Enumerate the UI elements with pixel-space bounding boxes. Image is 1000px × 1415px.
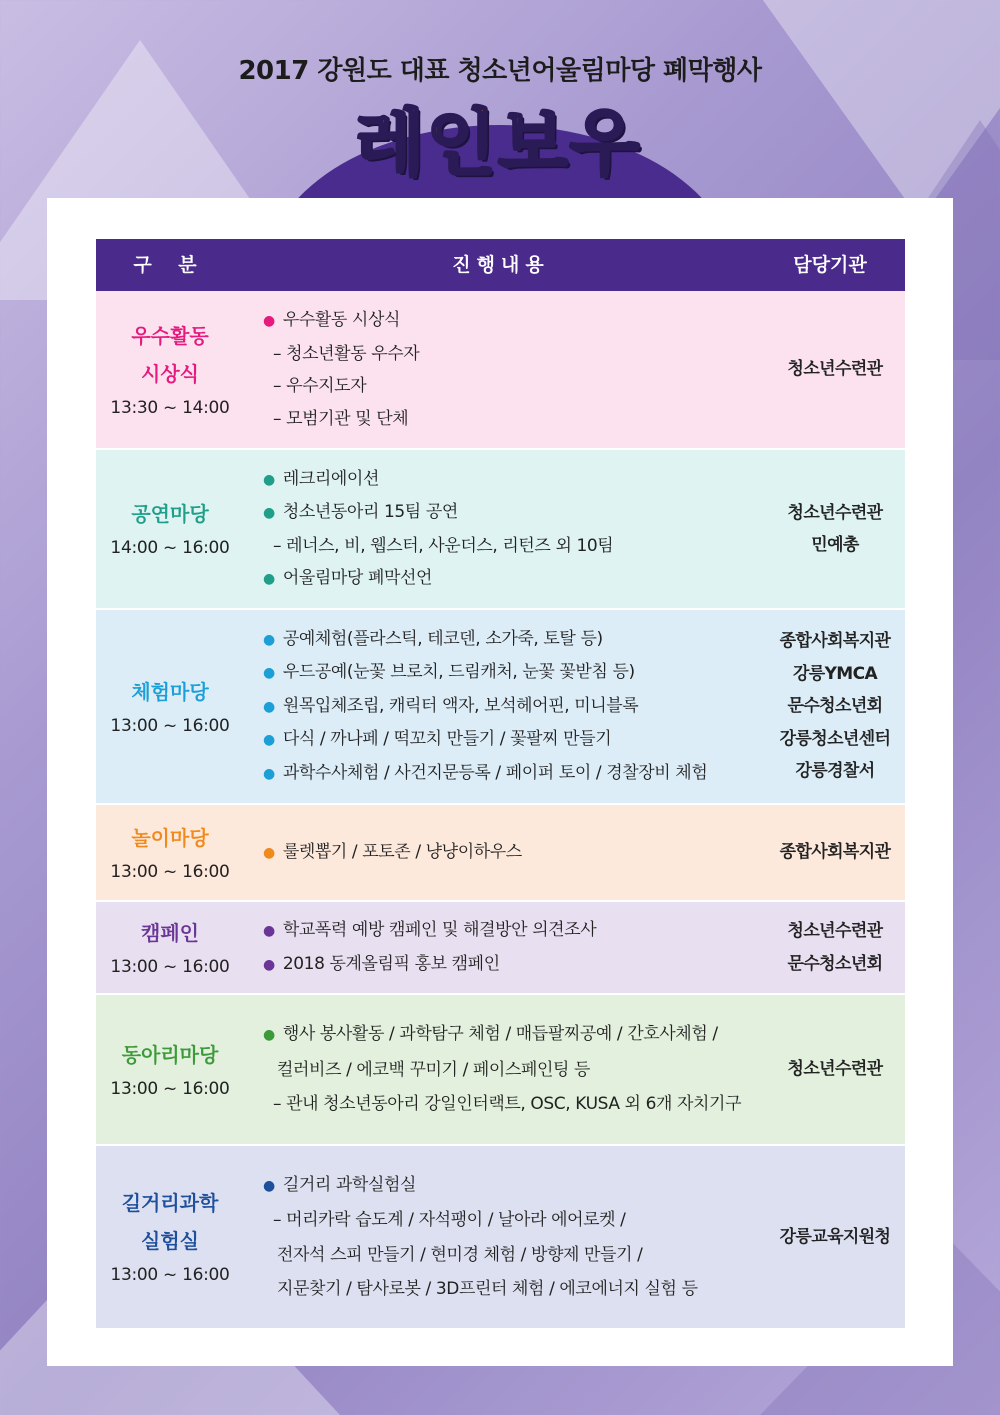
row-content — [263, 995, 763, 1144]
row-category — [96, 902, 244, 993]
category-time: 13:00 ~ 16:00 — [110, 861, 230, 882]
row-content — [263, 450, 763, 608]
item-text: – 청소년활동 우수자 — [273, 343, 420, 364]
sub-item — [263, 1272, 763, 1307]
item-text: – 우수지도자 — [273, 376, 367, 396]
table-row — [96, 805, 905, 902]
item-text: 지문찾기 / 탐사로봇 / 3D프린터 체험 / 에코에너지 실험 등 — [277, 1279, 698, 1299]
category-name: 시상식 — [141, 361, 199, 386]
header-category: 구 분 — [133, 254, 207, 276]
bullet-item — [263, 496, 763, 530]
organization-name: 청소년수련관 — [787, 359, 883, 380]
rainbow-logo — [355, 98, 641, 188]
row-category — [96, 995, 244, 1144]
logo-letter: 우 — [569, 101, 642, 185]
organization-name: 강릉경찰서 — [795, 761, 875, 782]
bullet-item — [263, 836, 763, 870]
sub-item — [263, 403, 763, 436]
item-text: 레크리에이션 — [282, 468, 379, 489]
bullet-icon: ● — [263, 956, 275, 973]
organization-name: 문수청소년회 — [787, 696, 883, 717]
item-text: 청소년동아리 15팀 공연 — [282, 502, 458, 522]
organization-name: 청소년수련관 — [787, 1059, 883, 1080]
row-content — [263, 902, 763, 993]
category-name: 길거리과학 — [121, 1191, 219, 1215]
organization-name: 종합사회복지관 — [779, 842, 891, 863]
schedule-table — [96, 239, 905, 1330]
item-text: – 모범기관 및 단체 — [273, 408, 409, 429]
item-text: 어울림마당 폐막선언 — [282, 568, 433, 588]
row-category — [96, 1146, 244, 1328]
bullet-icon: ● — [263, 665, 275, 682]
row-content — [263, 805, 763, 900]
bullet-icon: ● — [263, 732, 275, 749]
table-row — [96, 450, 905, 610]
category-time: 13:00 ~ 16:00 — [110, 1265, 230, 1285]
sub-item — [263, 1087, 763, 1122]
row-organization — [761, 291, 909, 448]
bullet-icon: ● — [263, 471, 275, 488]
table-row — [96, 995, 905, 1146]
bullet-item — [263, 757, 763, 791]
category-time: 13:00 ~ 16:00 — [110, 1078, 230, 1099]
bullet-item — [263, 623, 763, 657]
row-organization — [761, 902, 909, 993]
bullet-item — [263, 1168, 763, 1204]
bullet-icon: ● — [263, 505, 275, 521]
table-row — [96, 291, 905, 450]
category-time: 14:00 ~ 16:00 — [110, 538, 230, 558]
item-text: 우수활동 시상식 — [282, 310, 400, 330]
header-content: 진행내용 — [452, 254, 550, 276]
row-category — [96, 805, 244, 900]
sub-item — [263, 1238, 763, 1273]
sub-item — [263, 1053, 763, 1088]
item-text: 학교폭력 예방 캠페인 및 해결방안 의견조사 — [282, 920, 597, 940]
table-body — [96, 291, 905, 1330]
sub-item — [263, 370, 763, 403]
category-name: 공연마당 — [131, 502, 209, 526]
item-text: 공예체험(플라스틱, 테코덴, 소가죽, 토탈 등) — [282, 628, 603, 649]
logo-letter: 인 — [426, 101, 499, 185]
item-text: 전자석 스피 만들기 / 현미경 체험 / 방향제 만들기 / — [277, 1244, 643, 1265]
category-name: 동아리마당 — [121, 1042, 219, 1067]
item-text: 룰렛뽑기 / 포토존 / 냥냥이하우스 — [282, 841, 522, 862]
bullet-item — [263, 723, 763, 757]
row-organization — [761, 610, 909, 803]
item-text: – 머리카락 습도계 / 자석팽이 / 날아라 에어로켓 / — [273, 1210, 626, 1230]
row-content — [263, 291, 763, 448]
row-category — [96, 610, 244, 803]
bullet-icon: ● — [263, 313, 275, 329]
row-content — [263, 1146, 763, 1328]
row-organization — [761, 1146, 909, 1328]
category-name: 체험마당 — [131, 679, 209, 704]
item-text: 컬러비즈 / 에코백 꾸미기 / 페이스페인팅 등 — [277, 1059, 591, 1080]
category-name: 우수활동 — [131, 323, 209, 348]
sub-item — [263, 1203, 763, 1238]
table-header — [96, 239, 905, 291]
table-row — [96, 902, 905, 995]
organization-name: 민예총 — [811, 535, 859, 555]
bullet-item — [263, 463, 763, 497]
bullet-item — [263, 1017, 763, 1053]
item-text: 2018 동계올림픽 홍보 캠페인 — [282, 953, 500, 974]
organization-name: 청소년수련관 — [787, 502, 883, 523]
organization-name: 청소년수련관 — [787, 921, 883, 941]
item-text: 다식 / 까나페 / 떡꼬치 만들기 / 꽃팔찌 만들기 — [282, 729, 612, 750]
row-organization — [761, 995, 909, 1144]
row-category — [96, 291, 244, 448]
item-text: 행사 봉사활동 / 과학탐구 체험 / 매듭팔찌공예 / 간호사체험 / — [282, 1024, 718, 1045]
bullet-item — [263, 562, 763, 596]
sub-item — [263, 338, 763, 371]
category-time: 13:00 ~ 16:00 — [110, 715, 230, 736]
item-text: 길거리 과학실험실 — [282, 1174, 417, 1195]
logo-letter: 레 — [355, 101, 427, 185]
organization-name: 강릉청소년센터 — [779, 728, 891, 749]
logo-letter: 보 — [498, 101, 570, 185]
category-name: 캠페인 — [141, 920, 199, 945]
page-title: 2017 강원도 대표 청소년어울림마당 폐막행사 — [238, 56, 762, 86]
header-organization: 담당기관 — [793, 254, 867, 276]
table-row — [96, 610, 905, 805]
row-organization — [761, 450, 909, 608]
item-text: 과학수사체험 / 사건지문등록 / 페이퍼 토이 / 경찰장비 체험 — [282, 762, 708, 783]
sub-item — [263, 530, 763, 563]
organization-name: 강릉교육지원청 — [779, 1226, 891, 1247]
row-organization — [761, 805, 909, 900]
item-text: 원목입체조립, 캐릭터 액자, 보석헤어핀, 미니블록 — [282, 695, 639, 716]
row-category — [96, 450, 244, 608]
bullet-icon: ● — [263, 844, 275, 861]
category-name: 놀이마당 — [131, 825, 209, 850]
bullet-item — [263, 690, 763, 724]
item-text: – 관내 청소년동아리 강일인터랙트, OSC, KUSA 외 6개 자치기구 — [273, 1094, 742, 1115]
bullet-icon: ● — [263, 631, 275, 648]
table-row — [96, 1146, 905, 1330]
organization-name: 문수청소년회 — [787, 953, 883, 974]
bullet-item — [263, 656, 763, 690]
bullet-icon: ● — [263, 571, 275, 587]
category-name: 실험실 — [141, 1229, 199, 1253]
organization-name: 종합사회복지관 — [779, 631, 891, 652]
bullet-icon: ● — [263, 1177, 275, 1194]
item-text: 우드공예(눈꽃 브로치, 드림캐처, 눈꽃 꽃받침 등) — [282, 662, 635, 683]
bullet-icon: ● — [263, 698, 275, 715]
bullet-item — [263, 304, 763, 338]
bullet-icon: ● — [263, 923, 275, 939]
item-text: – 레너스, 비, 웹스터, 사운더스, 리턴즈 외 10팀 — [273, 535, 614, 556]
row-content — [263, 610, 763, 803]
bullet-item — [263, 914, 763, 948]
organization-name: 강릉YMCA — [792, 663, 878, 684]
category-time: 13:00 ~ 16:00 — [110, 956, 230, 977]
bullet-icon: ● — [263, 1027, 275, 1044]
bullet-item — [263, 948, 763, 982]
bullet-icon: ● — [263, 765, 275, 782]
category-time: 13:30 ~ 14:00 — [110, 397, 230, 418]
